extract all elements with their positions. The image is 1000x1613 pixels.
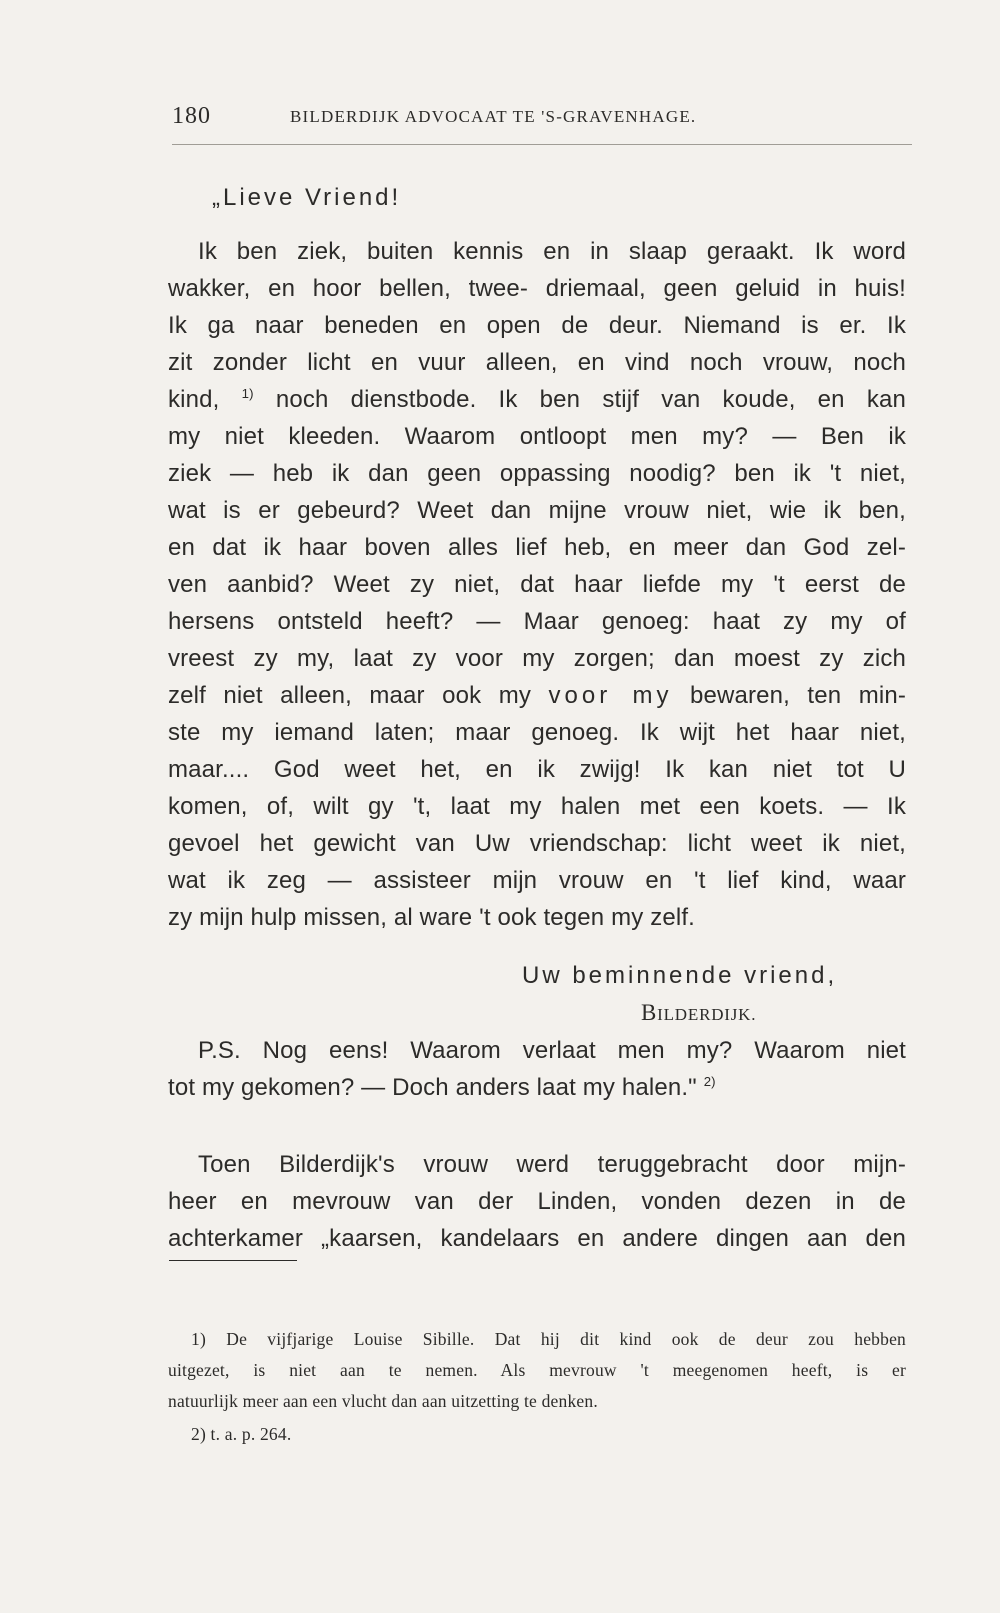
letter-line: en dat ik haar boven alles lief heb, en meer dan God zel-	[168, 534, 906, 561]
running-head: BILDERDIJK ADVOCAAT TE 'S-GRAVENHAGE.	[290, 107, 697, 126]
letter-line: maar.... God weet het, en ik zwijg! Ik kan niet tot U	[168, 756, 906, 783]
page-header	[172, 103, 912, 135]
letter-line: gevoel het gewicht van Uw vriendschap: licht weet ik niet,	[168, 830, 906, 857]
letter-line: komen, of, wilt gy 't, laat my halen met een koets. — Ik	[168, 793, 906, 820]
letter-line: hersens ontsteld heeft? — Maar genoeg: haat zy my of	[168, 608, 906, 635]
signature-smallcaps: ILDERDIJK.	[657, 1005, 757, 1024]
letter-line-with-note	[168, 386, 906, 414]
letter-line: my niet kleeden. Waarom ontloopt men my? — Ben ik	[168, 423, 906, 450]
letter-signature	[641, 1000, 756, 1026]
letter-closing: Uw beminnende vriend,	[522, 962, 838, 989]
header-rule	[172, 144, 912, 145]
letter-line-part: kind,	[168, 386, 220, 413]
letter-line: ziek — heb ik dan geen oppassing noodig? ben ik 't niet,	[168, 460, 906, 487]
letter-line-emphasis	[168, 682, 906, 710]
letter-line-part: bewaren, ten min-	[690, 682, 906, 709]
emphasized-words: voor my	[548, 682, 673, 709]
postscript-line-with-note	[168, 1074, 716, 1102]
letter-line: zit zonder licht en vuur alleen, en vind noch vrouw, noch	[168, 349, 906, 376]
letter-line: vreest zy my, laat zy voor my zorgen; dan moest zy zich	[168, 645, 906, 672]
body-line: heer en mevrouw van der Linden, vonden dezen in de	[168, 1188, 906, 1215]
footnote-ref: 2)	[703, 1074, 716, 1089]
body-line: achterkamer „kaarsen, kandelaars en andere dingen aan den	[168, 1225, 906, 1252]
footnote-line: 1) De vijfjarige Louise Sibille. Dat hij dit kind ook de deur zou hebben	[191, 1329, 906, 1349]
letter-salutation: „Lieve Vriend!	[212, 184, 402, 211]
postscript-line: P.S. Nog eens! Waarom verlaat men my? Waarom niet	[198, 1037, 906, 1064]
body-line: Toen Bilderdijk's vrouw werd teruggebracht door mijn-	[198, 1151, 906, 1178]
letter-line: ven aanbid? Weet zy niet, dat haar liefde my 't eerst de	[168, 571, 906, 598]
letter-line: wat is er gebeurd? Weet dan mijne vrouw niet, wie ik ben,	[168, 497, 906, 524]
letter-line: wakker, en hoor bellen, twee- driemaal, geen geluid in huis!	[168, 275, 906, 302]
footnote-ref: 1)	[241, 386, 254, 401]
letter-line-part: noch dienstbode. Ik ben stijf van koude, en kan	[275, 386, 906, 413]
letter-line-part: zelf niet alleen, maar ook my	[168, 682, 532, 709]
page-number: 180	[172, 103, 211, 129]
postscript-line-part: tot my gekomen? — Doch anders laat my halen."	[168, 1074, 697, 1101]
letter-line: Ik ben ziek, buiten kennis en in slaap geraakt. Ik word	[198, 238, 906, 265]
signature-initial: B	[641, 1000, 658, 1025]
footnote-line: uitgezet, is niet aan te nemen. Als mevrouw 't meegenomen heeft, is er	[168, 1360, 906, 1380]
footnote-line: 2) t. a. p. 264.	[191, 1424, 292, 1444]
letter-line: Ik ga naar beneden en open de deur. Niemand is er. Ik	[168, 312, 906, 339]
letter-line: wat ik zeg — assisteer mijn vrouw en 't lief kind, waar	[168, 867, 906, 894]
letter-line: zy mijn hulp missen, al ware 't ook tegen my zelf.	[168, 904, 695, 931]
footnote-rule	[169, 1260, 297, 1261]
letter-line: ste my iemand laten; maar genoeg. Ik wijt het haar niet,	[168, 719, 906, 746]
footnote-line: natuurlijk meer aan een vlucht dan aan uitzetting te denken.	[168, 1391, 598, 1411]
